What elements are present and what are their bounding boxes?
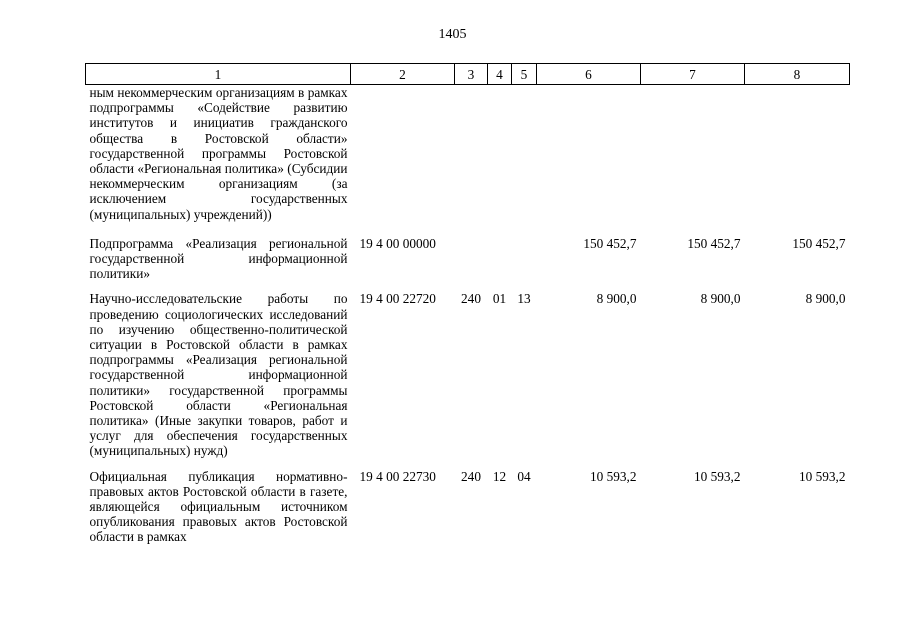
row-sum-1: 10 593,2 — [589, 468, 637, 484]
row-sum-2 — [641, 85, 745, 236]
row-sum-2: 10 593,2 — [693, 468, 741, 484]
table-header-row — [86, 64, 850, 85]
row-rz — [488, 85, 512, 236]
table-row — [86, 291, 850, 468]
row-sum-1: 8 900,0 — [596, 291, 637, 307]
row-code: 19 4 00 00000 — [359, 235, 436, 251]
row-sum-1: 150 452,7 — [583, 235, 637, 251]
header-col-3: 3 — [455, 64, 488, 85]
row-name: Официальная публикация нормативно-правовых актов Ростовской области в газете, являющейся официальным источником опубликования правовых актов Ростовской области в рамках — [89, 468, 348, 545]
header-col-5: 5 — [512, 64, 537, 85]
row-vr: 240 — [461, 468, 481, 484]
table-row — [86, 85, 850, 236]
page-number: 1405 — [438, 27, 467, 42]
row-sum-3 — [745, 85, 850, 236]
row-pr — [512, 85, 537, 236]
row-pr: 04 — [517, 468, 531, 484]
row-rz: 01 — [492, 291, 507, 307]
table-row — [86, 469, 850, 545]
header-col-6: 6 — [537, 64, 641, 85]
row-sum-2: 8 900,0 — [700, 291, 741, 307]
row-vr — [455, 236, 488, 292]
row-rz: 12 — [492, 468, 507, 484]
table-row — [86, 236, 850, 292]
row-name: Научно-исследовательские работы по проведению социологических исследований по изучению общественно-политической ситуации в Ростовской области в рамках подпрограммы «Реализация региональной государственной информационной политики» государственной программы Ростовской области «Региональная политика» (Иные закупки товаров, работ и услуг для обеспечения государственных (муниципальных) нужд) — [89, 291, 348, 459]
row-rz — [488, 236, 512, 292]
row-vr — [455, 85, 488, 236]
row-name: Подпрограмма «Реализация региональной государственной информационной политики» — [89, 235, 348, 282]
row-code: 19 4 00 22720 — [359, 291, 436, 307]
header-col-4: 4 — [488, 64, 512, 85]
row-vr: 240 — [461, 291, 481, 307]
row-sum-2: 150 452,7 — [687, 235, 741, 251]
header-col-7: 7 — [641, 64, 745, 85]
row-pr — [512, 236, 537, 292]
row-sum-3: 10 593,2 — [798, 468, 846, 484]
row-code — [351, 85, 455, 236]
header-col-2: 2 — [351, 64, 455, 85]
row-code: 19 4 00 22730 — [359, 468, 436, 484]
row-sum-1 — [537, 85, 641, 236]
budget-table — [85, 63, 850, 545]
row-sum-3: 8 900,0 — [805, 291, 846, 307]
row-name: ным некоммерческим организациям в рамках подпрограммы «Содействие развитию институтов и инициатив гражданского общества в Ростовской области» государственной программы Ростовской области «Региональная политика» (Субсидии некоммерческим организациям (за исключением государственных (муниципальных) учреждений)) — [89, 85, 348, 222]
header-col-1: 1 — [86, 64, 351, 85]
row-pr: 13 — [517, 291, 531, 307]
header-col-8: 8 — [745, 64, 850, 85]
row-sum-3: 150 452,7 — [792, 235, 846, 251]
